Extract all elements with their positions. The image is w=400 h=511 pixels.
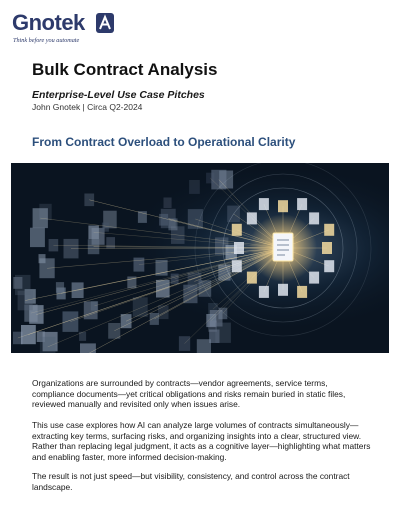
brand-tagline: Think before you automate [13,37,80,44]
paragraph-result: The result is not just speed—but visibility, consistency, and control across the contract landscape. [32,471,350,492]
author-line: John Gnotek | Circa Q2-2024 [32,102,143,112]
paragraph-intro: Organizations are surrounded by contracts—vendor agreements, service terms, compliance documents—yet critical obligations and risks remain buried in static files, reviewed manually and revisited only when issues arise. [32,378,346,410]
brand-mark-icon [96,13,114,33]
brand-logo [12,10,122,50]
document-subtitle: Enterprise-Level Use Case Pitches [32,89,205,101]
hero-image [11,163,389,353]
document-network-illustration-icon [11,163,389,353]
document-title: Bulk Contract Analysis [32,60,218,79]
paragraph-usecase: This use case explores how AI can analyze large volumes of contracts simultaneously—extracting key terms, surfacing risks, and organizing insights into a clear, structured view. Rather than replacing legal judgment, it acts as a cognitive layer—highlighting what matters and enabling faster, more informed decision-making. [32,420,371,462]
section-heading: From Contract Overload to Operational Clarity [32,135,296,149]
brand-name: Gnotek [12,10,85,35]
